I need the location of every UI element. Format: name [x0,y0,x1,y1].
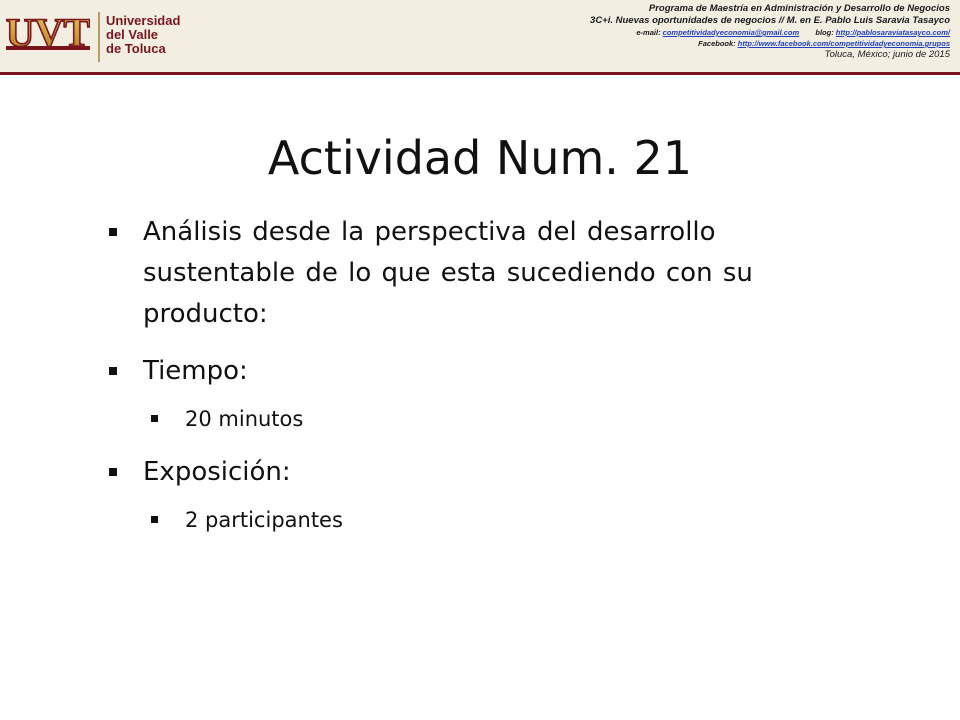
logo-mark-text: UVT [6,10,90,55]
facebook-link[interactable]: http://www.facebook.com/competitividadyeconomia.grupos [737,39,950,48]
bullet-item [105,452,845,493]
square-bullet-icon [109,228,117,236]
facebook-label: Facebook: [698,39,736,48]
logo-divider [98,12,100,62]
bullet-text: Exposición: [143,457,291,487]
square-bullet-icon [151,516,158,523]
university-name-line-1: Universidad [106,13,181,28]
bullet-text: Análisis desde la perspectiva del desarrollo sustentable de lo que esta sucediendo con su producto: [143,217,753,329]
university-logo [6,4,196,64]
blog-label: blog: [815,28,834,37]
sub-bullet-text: 20 minutos [185,407,304,431]
program-info [350,3,950,61]
slide-title: Actividad Num. 21 [267,131,693,185]
university-name-line-3: de Toluca [106,41,166,56]
sub-bullet-item [147,404,845,434]
facebook-line [350,38,950,49]
email-label: e-mail: [636,28,661,37]
blog-link[interactable]: http://pablosaraviatasayco.com/ [835,28,950,37]
university-name [106,14,196,56]
course-author: 3C+i. Nuevas oportunidades de negocios // M. en E. Pablo Luis Saravia Tasayco [590,15,950,26]
bullet-item [105,212,845,335]
square-bullet-icon [109,367,117,375]
square-bullet-icon [151,415,158,422]
sub-bullet-text: 2 participantes [185,508,343,532]
bullet-text: Tiempo: [143,356,248,386]
bullet-item [105,351,845,392]
email-link[interactable]: competitividadyeconomia@gmail.com [662,28,800,37]
program-name: Programa de Maestría en Administración y Desarrollo de Negocios [648,3,950,14]
uvt-logo-mark [6,6,90,62]
sub-bullet-item [147,505,845,535]
university-name-line-2: del Valle [106,27,159,42]
contact-line [350,27,950,38]
header-band [0,0,960,75]
place-date: Toluca, México; junio de 2015 [824,49,950,60]
slide-content [105,212,845,553]
square-bullet-icon [109,468,117,476]
